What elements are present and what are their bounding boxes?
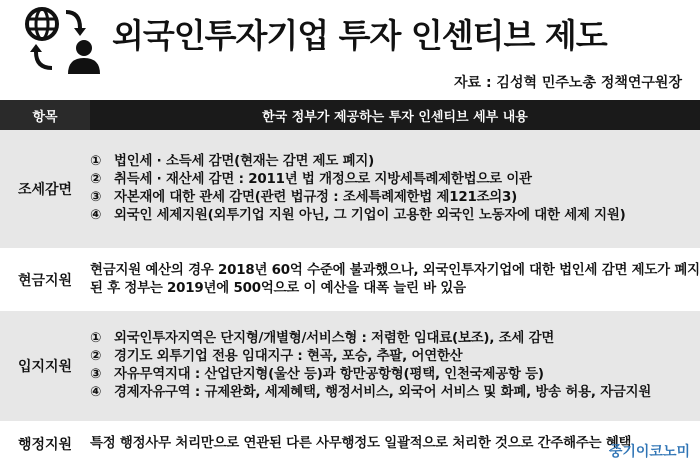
item-text: 자본재에 대한 관세 감면(관련 법규정 : 조세특례제한법 제121조의3)	[114, 190, 518, 205]
row-detail	[90, 249, 700, 312]
header	[0, 0, 700, 96]
row-category: 현금지원	[0, 249, 90, 312]
row-category: 조세감면	[0, 130, 90, 249]
global-investor-icon	[22, 6, 104, 76]
item-number: ④	[90, 208, 102, 223]
row-detail	[90, 130, 700, 249]
item-text: 경제자유구역 : 규제완화, 세제혜택, 행정서비스, 외국어 서비스 및 화폐, 방송 허용, 자금지원	[114, 385, 652, 400]
row-category: 입지지원	[0, 311, 90, 422]
item-text: 외국인투자지역은 단지형/개별형/서비스형 : 저렴한 임대료(보조), 조세 감면	[114, 331, 555, 346]
item-number: ①	[90, 154, 102, 169]
column-header-category: 항목	[0, 100, 90, 130]
list-item	[90, 330, 700, 348]
item-number: ③	[90, 190, 102, 205]
row-category: 행정지원	[0, 422, 90, 467]
item-number: ①	[90, 331, 102, 346]
item-number: ④	[90, 385, 102, 400]
incentive-table	[0, 100, 700, 466]
table-row	[0, 311, 700, 422]
list-item	[90, 207, 700, 225]
row-text: 특정 행정사무 처리만으로 연관된 다른 사무행정도 일괄적으로 처리한 것으로 간주해주는 혜택	[90, 435, 632, 451]
table-row	[0, 249, 700, 312]
table-row	[0, 130, 700, 249]
column-header-detail: 한국 정부가 제공하는 투자 인센티브 세부 내용	[90, 100, 700, 130]
item-text: 자유무역지대 : 산업단지형(울산 등)과 항만공항형(평택, 인천국제공항 등)	[114, 367, 544, 382]
page-title: 외국인투자기업 투자 인센티브 제도	[112, 16, 607, 55]
row-detail	[90, 311, 700, 422]
item-number: ③	[90, 367, 102, 382]
list-item	[90, 171, 700, 189]
item-number: ②	[90, 349, 102, 364]
list-item	[90, 153, 700, 171]
list-item	[90, 189, 700, 207]
item-text: 법인세 · 소득세 감면(현재는 감면 제도 폐지)	[114, 154, 374, 169]
item-text: 외국인 세제지원(외투기업 지원 아닌, 그 기업이 고용한 외국인 노동자에 대한 세제 지원)	[114, 208, 626, 223]
brand-watermark: 중기이코노미	[608, 444, 690, 460]
row-text: 현금지원 예산의 경우 2018년 60억 수준에 불과했으나, 외국인투자기업에 대한 법인세 감면 제도가 폐지된 후 정부는 2019년에 500억으로 이 예산을 대폭 늘린 바 있음	[90, 262, 700, 296]
list-item	[90, 384, 700, 402]
list-item	[90, 366, 700, 384]
item-number: ②	[90, 172, 102, 187]
item-text: 취득세 · 재산세 감면 : 2011년 법 개정으로 지방세특례제한법으로 이관	[114, 172, 532, 187]
source-credit: 자료 : 김성혁 민주노총 정책연구원장	[454, 75, 682, 91]
table-row	[0, 422, 700, 467]
item-text: 경기도 외투기업 전용 임대지구 : 현곡, 포승, 추팔, 어연한산	[114, 349, 463, 364]
list-item	[90, 348, 700, 366]
